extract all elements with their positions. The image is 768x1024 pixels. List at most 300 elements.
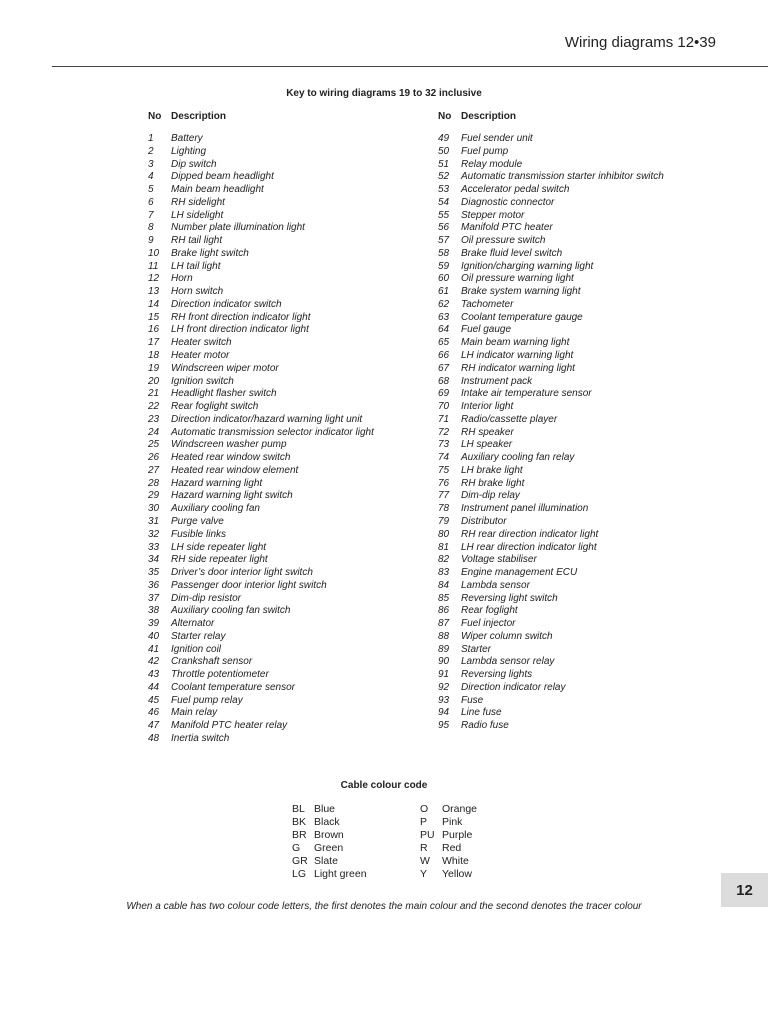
key-list-item — [438, 184, 664, 197]
item-description: Reversing lights — [461, 669, 533, 681]
item-description: Hazard warning light switch — [171, 490, 293, 502]
key-list-left — [148, 133, 374, 746]
item-number: 73 — [438, 439, 450, 451]
item-number: 68 — [438, 375, 450, 387]
key-list-item — [438, 146, 664, 159]
key-list-item — [148, 707, 374, 720]
item-description: Accelerator pedal switch — [461, 184, 570, 196]
no-header: No — [438, 111, 452, 122]
item-number: 17 — [148, 337, 160, 349]
item-description: Diagnostic connector — [461, 196, 555, 208]
key-list-item — [438, 478, 664, 491]
item-number: 30 — [148, 503, 160, 515]
item-description: Headlight flasher switch — [171, 388, 277, 400]
item-description: Manifold PTC heater relay — [171, 720, 288, 732]
key-list-item — [438, 312, 664, 325]
item-description: Heater motor — [171, 350, 230, 362]
key-list-item — [438, 299, 664, 312]
key-title: Key to wiring diagrams 19 to 32 inclusive — [286, 88, 482, 99]
key-list-item — [438, 618, 664, 631]
key-list-item — [148, 478, 374, 491]
key-list-item — [148, 235, 374, 248]
chapter-tab: 12 — [721, 873, 768, 907]
cable-code-item — [292, 855, 367, 868]
colour-name: Black — [314, 816, 340, 828]
key-list-item — [148, 427, 374, 440]
key-list-item — [438, 542, 664, 555]
item-number: 4 — [148, 171, 154, 183]
key-list-item — [438, 363, 664, 376]
item-description: Tachometer — [461, 298, 514, 310]
item-description: Reversing light switch — [461, 592, 558, 604]
item-description: Fuel pump relay — [171, 694, 243, 706]
item-description: LH sidelight — [171, 209, 224, 221]
key-list-item — [148, 567, 374, 580]
footnote: When a cable has two colour code letters, the first denotes the main colour and the second denotes the tracer colour — [126, 901, 642, 912]
item-description: Relay module — [461, 158, 523, 170]
key-list-item — [438, 605, 664, 618]
item-description: Coolant temperature gauge — [461, 311, 583, 323]
item-number: 81 — [438, 541, 450, 553]
item-number: 26 — [148, 452, 160, 464]
colour-name: Slate — [314, 855, 338, 867]
item-description: Direction indicator relay — [461, 681, 566, 693]
description-header: Description — [461, 111, 517, 122]
colour-name: Light green — [314, 868, 367, 880]
item-number: 24 — [148, 426, 160, 438]
colour-code: Y — [420, 868, 428, 880]
key-list-item — [438, 171, 664, 184]
item-number: 60 — [438, 273, 450, 285]
key-list-item — [438, 248, 664, 261]
key-list-item — [438, 273, 664, 286]
item-description: Interior light — [461, 401, 514, 413]
colour-name: White — [442, 855, 469, 867]
cable-code-item — [292, 803, 367, 816]
item-number: 50 — [438, 145, 450, 157]
colour-name: Brown — [314, 829, 344, 841]
key-list-item — [438, 593, 664, 606]
key-list-item — [148, 146, 374, 159]
key-list-item — [438, 503, 664, 516]
colour-code: BL — [292, 803, 305, 815]
item-description: Line fuse — [461, 707, 502, 719]
colour-name: Red — [442, 842, 462, 854]
item-number: 85 — [438, 592, 450, 604]
cable-code-item — [292, 829, 367, 842]
item-number: 66 — [438, 350, 450, 362]
key-list-item — [438, 644, 664, 657]
item-description: Brake fluid level switch — [461, 247, 563, 259]
item-number: 27 — [148, 464, 160, 476]
item-number: 44 — [148, 681, 160, 693]
item-number: 37 — [148, 592, 160, 604]
item-description: RH rear direction indicator light — [461, 528, 599, 540]
item-description: Windscreen washer pump — [171, 439, 287, 451]
item-number: 9 — [148, 235, 154, 247]
item-number: 20 — [148, 375, 160, 387]
column-header — [148, 111, 374, 125]
key-list-item — [148, 159, 374, 172]
colour-code: O — [420, 803, 429, 815]
cable-code-item — [420, 855, 477, 868]
key-list-item — [438, 465, 664, 478]
item-description: RH side repeater light — [171, 554, 268, 566]
item-description: Ignition coil — [171, 643, 222, 655]
key-column-left — [148, 111, 374, 746]
item-number: 54 — [438, 196, 450, 208]
item-description: Fuse — [461, 694, 484, 706]
item-description: Horn — [171, 273, 193, 285]
item-number: 75 — [438, 464, 450, 476]
item-number: 82 — [438, 554, 450, 566]
key-list-item — [148, 516, 374, 529]
item-description: Direction indicator/hazard warning light unit — [171, 413, 363, 425]
item-description: Automatic transmission selector indicator light — [171, 426, 374, 438]
item-number: 83 — [438, 567, 450, 579]
item-number: 95 — [438, 720, 450, 732]
item-description: Dim-dip relay — [461, 490, 520, 502]
item-description: Auxiliary cooling fan switch — [171, 605, 291, 617]
item-number: 49 — [438, 133, 450, 144]
item-description: RH indicator warning light — [461, 362, 575, 374]
item-number: 19 — [148, 362, 160, 374]
key-list-item — [148, 248, 374, 261]
item-number: 15 — [148, 311, 160, 323]
item-number: 76 — [438, 477, 450, 489]
item-description: Direction indicator switch — [171, 298, 282, 310]
item-description: Brake system warning light — [461, 286, 581, 298]
item-description: Lambda sensor relay — [461, 656, 555, 668]
key-list-item — [148, 682, 374, 695]
item-description: Rear foglight switch — [171, 401, 259, 413]
item-number: 6 — [148, 196, 154, 208]
item-number: 36 — [148, 579, 160, 591]
key-list-item — [148, 439, 374, 452]
key-list-item — [148, 401, 374, 414]
item-number: 78 — [438, 503, 450, 515]
key-list-item — [438, 695, 664, 708]
colour-code: W — [420, 855, 430, 867]
key-list-item — [438, 324, 664, 337]
item-description: Crankshaft sensor — [171, 656, 253, 668]
item-number: 32 — [148, 528, 160, 540]
item-description: Lambda sensor — [461, 579, 530, 591]
key-list-item — [438, 376, 664, 389]
item-description: RH sidelight — [171, 196, 225, 208]
colour-code: R — [420, 842, 428, 854]
colour-name: Blue — [314, 803, 336, 815]
cable-code-item — [420, 842, 477, 855]
item-description: RH front direction indicator light — [171, 311, 311, 323]
key-list-item — [148, 312, 374, 325]
key-list-item — [148, 656, 374, 669]
key-list-item — [438, 197, 664, 210]
item-number: 35 — [148, 567, 160, 579]
key-list-item — [148, 324, 374, 337]
item-number: 33 — [148, 541, 160, 553]
key-list-item — [438, 452, 664, 465]
item-description: LH tail light — [171, 260, 221, 272]
key-list-item — [438, 580, 664, 593]
item-description: RH speaker — [461, 426, 514, 438]
item-description: Dip switch — [171, 158, 217, 170]
key-list-item — [148, 222, 374, 235]
item-number: 8 — [148, 222, 154, 234]
key-list-item — [438, 414, 664, 427]
key-list-item — [438, 669, 664, 682]
key-list-item — [148, 669, 374, 682]
key-list-item — [148, 733, 374, 746]
item-description: Voltage stabiliser — [461, 554, 537, 566]
item-number: 3 — [148, 158, 154, 170]
key-list-item — [438, 159, 664, 172]
item-description: Ignition/charging warning light — [461, 260, 594, 272]
item-description: Passenger door interior light switch — [171, 579, 327, 591]
key-list-item — [148, 286, 374, 299]
item-description: Fuel sender unit — [461, 133, 533, 144]
key-list-item — [438, 554, 664, 567]
item-number: 5 — [148, 184, 154, 196]
item-number: 13 — [148, 286, 160, 298]
colour-name: Yellow — [442, 868, 472, 880]
item-description: Hazard warning light — [171, 477, 263, 489]
item-number: 72 — [438, 426, 450, 438]
item-number: 53 — [438, 184, 450, 196]
key-list-item — [148, 133, 374, 146]
key-list-item — [148, 593, 374, 606]
cable-code-item — [420, 868, 477, 881]
key-list-item — [148, 542, 374, 555]
item-number: 69 — [438, 388, 450, 400]
item-number: 16 — [148, 324, 160, 336]
item-number: 23 — [148, 413, 160, 425]
item-description: LH speaker — [461, 439, 513, 451]
cable-code-item — [292, 842, 367, 855]
item-description: LH indicator warning light — [461, 350, 574, 362]
item-number: 11 — [148, 260, 159, 272]
key-list-item — [438, 222, 664, 235]
item-number: 45 — [148, 694, 160, 706]
key-list-item — [438, 707, 664, 720]
cable-code-item — [292, 816, 367, 829]
item-description: Ignition switch — [171, 375, 234, 387]
item-description: LH front direction indicator light — [171, 324, 309, 336]
colour-code: G — [292, 842, 301, 854]
key-list-item — [148, 261, 374, 274]
key-list-item — [148, 388, 374, 401]
cable-codes-left — [292, 803, 367, 881]
item-description: Oil pressure switch — [461, 235, 546, 247]
item-description: Alternator — [171, 618, 215, 630]
colour-code: P — [420, 816, 428, 828]
item-number: 18 — [148, 350, 160, 362]
colour-code: BK — [292, 816, 307, 828]
item-number: 57 — [438, 235, 450, 247]
item-description: Wiper column switch — [461, 630, 553, 642]
key-list-item — [438, 682, 664, 695]
item-number: 48 — [148, 732, 160, 744]
cable-codes-right — [420, 803, 477, 881]
key-list-item — [148, 452, 374, 465]
item-description: Automatic transmission starter inhibitor switch — [461, 171, 664, 183]
item-number: 56 — [438, 222, 450, 234]
item-description: Lighting — [171, 145, 207, 157]
item-number: 86 — [438, 605, 450, 617]
key-list-item — [438, 439, 664, 452]
item-number: 47 — [148, 720, 160, 732]
key-list-item — [148, 363, 374, 376]
item-description: Heated rear window switch — [171, 452, 291, 464]
item-number: 89 — [438, 643, 450, 655]
item-description: Number plate illumination light — [171, 222, 305, 234]
key-list-item — [438, 567, 664, 580]
item-description: Dipped beam headlight — [171, 171, 274, 183]
cable-code-item — [292, 868, 367, 881]
item-description: LH side repeater light — [171, 541, 267, 553]
item-description: Instrument pack — [461, 375, 533, 387]
item-description: Manifold PTC heater — [461, 222, 553, 234]
no-header: No — [148, 111, 162, 122]
key-column-right — [438, 111, 664, 733]
key-list-item — [438, 337, 664, 350]
item-number: 42 — [148, 656, 160, 668]
item-number: 38 — [148, 605, 160, 617]
item-number: 34 — [148, 554, 160, 566]
item-number: 14 — [148, 298, 160, 310]
key-list-item — [148, 644, 374, 657]
colour-name: Purple — [442, 829, 473, 841]
item-description: Radio/cassette player — [461, 413, 558, 425]
key-list-item — [148, 414, 374, 427]
item-description: Coolant temperature sensor — [171, 681, 295, 693]
item-number: 88 — [438, 630, 450, 642]
item-description: Main beam headlight — [171, 184, 264, 196]
item-description: Intake air temperature sensor — [461, 388, 592, 400]
item-number: 74 — [438, 452, 450, 464]
item-number: 61 — [438, 286, 450, 298]
item-number: 55 — [438, 209, 450, 221]
item-description: Fuel injector — [461, 618, 516, 630]
key-list-item — [148, 273, 374, 286]
item-description: RH brake light — [461, 477, 525, 489]
item-description: RH tail light — [171, 235, 223, 247]
key-list-item — [438, 350, 664, 363]
item-description: Oil pressure warning light — [461, 273, 574, 285]
item-description: Starter — [461, 643, 492, 655]
key-list-item — [148, 605, 374, 618]
item-number: 79 — [438, 515, 450, 527]
key-list-item — [438, 490, 664, 503]
key-list-item — [148, 554, 374, 567]
item-number: 52 — [438, 171, 450, 183]
item-number: 22 — [148, 401, 160, 413]
item-description: Fuel gauge — [461, 324, 512, 336]
key-list-item — [148, 529, 374, 542]
key-list-item — [148, 299, 374, 312]
key-list-item — [148, 695, 374, 708]
item-number: 12 — [148, 273, 160, 285]
key-list-item — [148, 618, 374, 631]
page-header-title: Wiring diagrams 12•39 — [564, 34, 716, 51]
key-list-item — [438, 133, 664, 146]
item-description: Fuel pump — [461, 145, 509, 157]
item-description: Battery — [171, 133, 203, 144]
key-list-item — [438, 235, 664, 248]
item-number: 31 — [148, 515, 160, 527]
item-number: 92 — [438, 681, 450, 693]
item-description: LH rear direction indicator light — [461, 541, 597, 553]
item-description: Fusible links — [171, 528, 227, 540]
item-number: 25 — [148, 439, 160, 451]
item-number: 84 — [438, 579, 450, 591]
key-list-item — [438, 210, 664, 223]
item-description: Distributor — [461, 515, 507, 527]
item-description: Heater switch — [171, 337, 232, 349]
key-list-item — [438, 286, 664, 299]
item-description: Engine management ECU — [461, 567, 578, 579]
item-description: Auxiliary cooling fan — [171, 503, 260, 515]
item-number: 2 — [148, 145, 154, 157]
item-description: Main beam warning light — [461, 337, 570, 349]
item-number: 28 — [148, 477, 160, 489]
key-list-item — [438, 401, 664, 414]
item-number: 1 — [148, 133, 154, 144]
key-list-item — [148, 503, 374, 516]
item-description: Auxiliary cooling fan relay — [461, 452, 575, 464]
item-description: Radio fuse — [461, 720, 509, 732]
item-number: 94 — [438, 707, 450, 719]
item-number: 87 — [438, 618, 450, 630]
key-list-item — [438, 656, 664, 669]
item-description: Driver’s door interior light switch — [171, 567, 313, 579]
item-description: Rear foglight — [461, 605, 518, 617]
cable-code-item — [420, 816, 477, 829]
item-description: Starter relay — [171, 630, 226, 642]
item-number: 90 — [438, 656, 450, 668]
key-list-item — [438, 516, 664, 529]
item-number: 29 — [148, 490, 160, 502]
item-description: Purge valve — [171, 515, 224, 527]
key-list-item — [148, 210, 374, 223]
key-list-item — [148, 184, 374, 197]
item-description: Stepper motor — [461, 209, 525, 221]
key-list-item — [148, 376, 374, 389]
item-number: 71 — [438, 413, 450, 425]
key-list-right — [438, 133, 664, 733]
key-list-item — [148, 350, 374, 363]
colour-code: PU — [420, 829, 435, 841]
key-list-item — [438, 388, 664, 401]
cable-code-item — [420, 803, 477, 816]
key-list-item — [438, 529, 664, 542]
item-number: 77 — [438, 490, 450, 502]
item-number: 7 — [148, 209, 154, 221]
item-number: 40 — [148, 630, 160, 642]
key-list-item — [148, 171, 374, 184]
item-number: 63 — [438, 311, 450, 323]
item-number: 21 — [148, 388, 160, 400]
item-number: 64 — [438, 324, 450, 336]
description-header: Description — [171, 111, 227, 122]
item-number: 10 — [148, 247, 160, 259]
item-number: 91 — [438, 669, 450, 681]
colour-code: LG — [292, 868, 307, 880]
item-number: 58 — [438, 247, 450, 259]
colour-code: BR — [292, 829, 307, 841]
key-list-item — [438, 261, 664, 274]
item-number: 41 — [148, 643, 160, 655]
